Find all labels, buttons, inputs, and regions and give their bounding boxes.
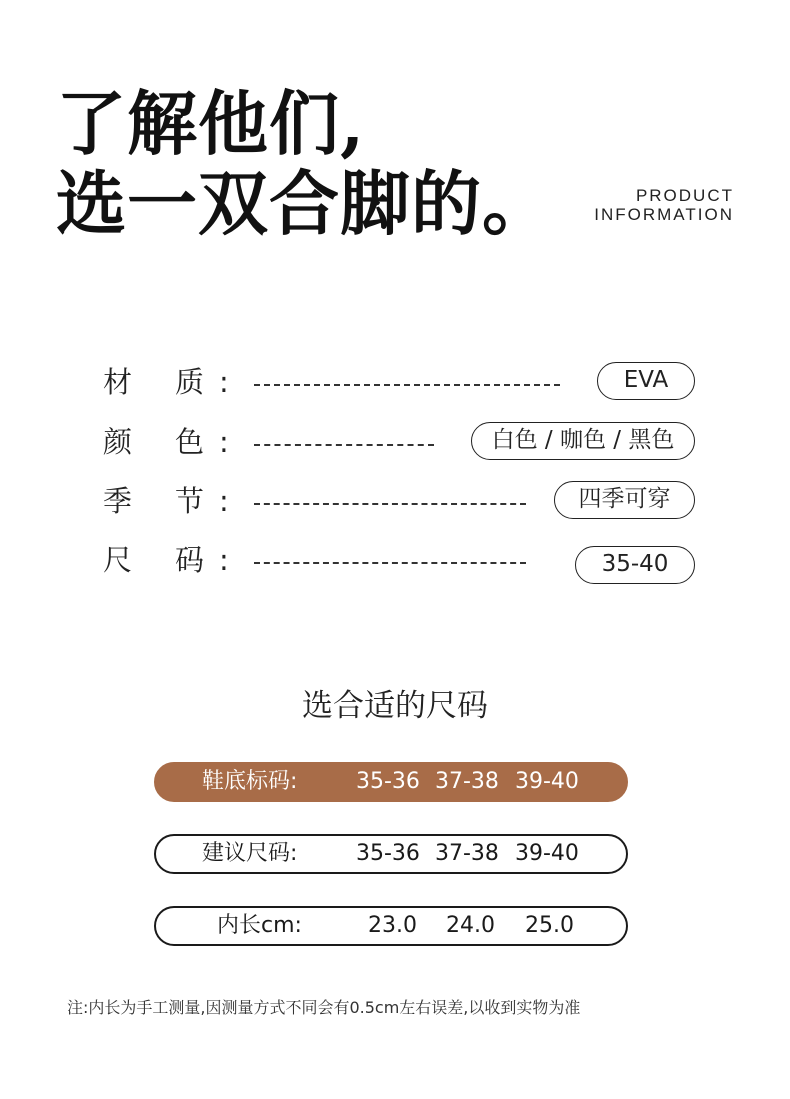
size-value: 37-38 — [435, 841, 499, 866]
headline — [56, 84, 553, 244]
product-information-label — [594, 186, 734, 224]
spec-label: 材 质 : — [103, 365, 229, 399]
spec-value-pill: EVA — [597, 362, 695, 400]
dashed-leader — [254, 384, 560, 386]
size-value: 39-40 — [515, 841, 579, 866]
size-value: 39-40 — [515, 769, 579, 794]
size-value: 25.0 — [525, 913, 574, 938]
size-value: 24.0 — [446, 913, 495, 938]
size-value: 35-36 — [356, 769, 420, 794]
size-row-inner-length — [154, 906, 628, 946]
spec-row-material — [0, 362, 790, 406]
headline-line-2: 选一双合脚的。 — [56, 162, 553, 245]
spec-value-pill: 白色 / 咖色 / 黑色 — [471, 422, 695, 460]
spec-row-size — [0, 540, 790, 584]
spec-label: 尺 码 : — [103, 543, 229, 577]
spec-label: 季 节 : — [103, 484, 229, 518]
dashed-leader — [254, 562, 526, 564]
spec-value-pill: 四季可穿 — [554, 481, 695, 519]
product-label-line-1: PRODUCT — [635, 186, 734, 205]
size-row-label: 鞋底标码: — [202, 769, 298, 794]
spec-row-color — [0, 422, 790, 466]
size-value: 35-36 — [356, 841, 420, 866]
dashed-leader — [254, 503, 526, 505]
size-value: 37-38 — [435, 769, 499, 794]
size-row-recommended — [154, 834, 628, 874]
spec-value-pill: 35-40 — [575, 546, 695, 584]
spec-row-season — [0, 481, 790, 525]
size-row-label: 建议尺码: — [202, 841, 298, 866]
size-row-label: 内长cm: — [217, 913, 302, 938]
size-row-sole-label — [154, 762, 628, 802]
measurement-note: 注:内长为手工测量,因测量方式不同会有0.5cm左右误差,以收到实物为准 — [67, 998, 581, 1017]
size-chart-title: 选合适的尺码 — [302, 688, 488, 724]
product-label-line-2: INFORMATION — [594, 205, 734, 224]
headline-line-1: 了解他们, — [56, 82, 366, 165]
size-value: 23.0 — [368, 913, 417, 938]
spec-label: 颜 色 : — [103, 425, 229, 459]
dashed-leader — [254, 444, 434, 446]
